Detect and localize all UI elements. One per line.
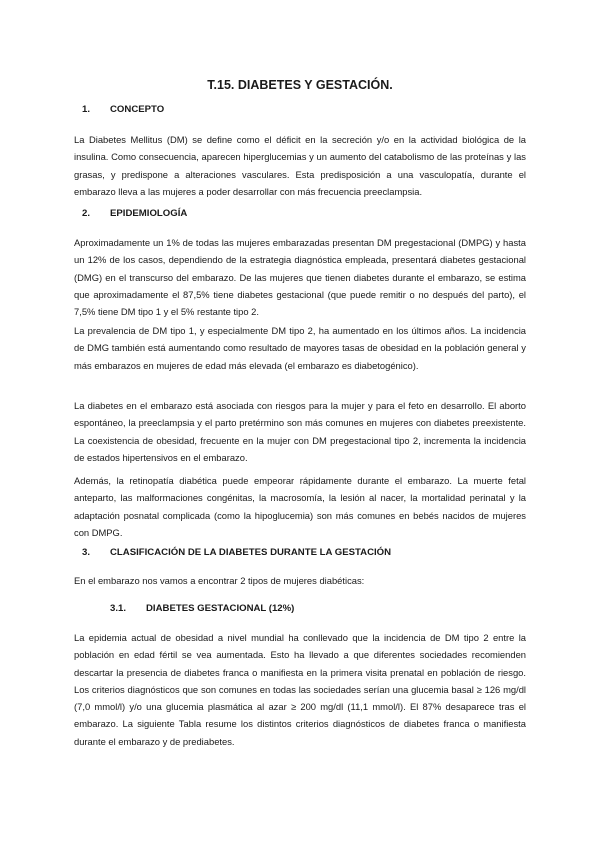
section-number: 3. xyxy=(82,547,91,558)
paragraph: La prevalencia de DM tipo 1, y especialmente DM tipo 2, ha aumentado en los últimos años. La incidencia de DMG también está aumentando como resultado de mayores tasas de obesidad en la población general y más embarazos en mujeres de edad más elevada (el embarazo es diabetogénico). xyxy=(74,325,526,371)
subsection-heading-diabetes-gestacional xyxy=(110,603,294,614)
document-title: T.15. DIABETES Y GESTACIÓN. xyxy=(207,78,393,92)
subsection-number: 3.1. xyxy=(110,603,127,614)
section-title: CLASIFICACIÓN DE LA DIABETES DURANTE LA GESTACIÓN xyxy=(110,547,392,558)
paragraph: Además, la retinopatía diabética puede empeorar rápidamente durante el embarazo. La muerte fetal anteparto, las malformaciones congénitas, la macrosomía, la lesión al nacer, la mortalidad perinatal y la adaptación posnatal complicada (como la hipoglucemia) son más comunes en bebés nacidos de mujeres con DMPG. xyxy=(74,475,526,538)
section-heading-epidemiologia xyxy=(82,208,187,219)
paragraph: La epidemia actual de obesidad a nivel mundial ha conllevado que la incidencia de DM tipo 2 entre la población en edad fértil se vea aumentada. Esto ha llevado a que diferentes sociedades recomienden descartar la presencia de diabetes franca o manifiesta en la primera visita prenatal en población de riesgo. Los criterios diagnósticos que son comunes en todas las sociedades serían una glucemia basal ≥ 126 mg/dl (7,0 mmol/l) y/o una glucemia plasmática al azar ≥ 200 mg/dl (11,1 mmol/l). El 87% desaparece tras el embarazo. La siguiente Tabla resume los distintos criterios diagnósticos de diabetes franca o manifiesta durante el embarazo y de prediabetes. xyxy=(74,632,526,747)
section-heading-clasificacion xyxy=(82,547,391,558)
section-title: EPIDEMIOLOGÍA xyxy=(110,208,188,219)
section-number: 2. xyxy=(82,208,91,219)
section-title: CONCEPTO xyxy=(110,104,165,115)
paragraph: La diabetes en el embarazo está asociada con riesgos para la mujer y para el feto en desarrollo. El aborto espontáneo, la preeclampsia y el parto pretérmino son más comunes en mujeres con diabetes preexistente. La coexistencia de obesidad, frecuente en la mujer con DM pregestacional tipo 2, incrementa la incidencia de estados hipertensivos en el embarazo. xyxy=(74,400,526,463)
section-heading-concepto xyxy=(82,104,164,115)
subsection-title: DIABETES GESTACIONAL (12%) xyxy=(146,603,295,614)
section-number: 1. xyxy=(82,104,91,115)
paragraph: Aproximadamente un 1% de todas las mujeres embarazadas presentan DM pregestacional (DMPG) y hasta un 12% de los casos, dependiendo de la estrategia diagnóstica empleada, presentará diabetes gestacional (DMG) en el transcurso del embarazo. De las mujeres que tienen diabetes durante el embarazo, se estima que aproximadamente el 87,5% tiene diabetes gestacional (que puede remitir o no después del parto), el 7,5% tiene DM tipo 1 y el 5% restante tipo 2. xyxy=(74,237,526,318)
paragraph: La Diabetes Mellitus (DM) se define como el déficit en la secreción y/o en la actividad biológica de la insulina. Como consecuencia, aparecen hiperglucemias y un aumento del catabolismo de las proteínas y las grasas, y predispone a alteraciones vasculares. Esta predisposición a una vasculopatía, durante el embarazo lleva a las mujeres a poder desarrollar con más frecuencia preeclampsia. xyxy=(74,134,526,197)
paragraph: En el embarazo nos vamos a encontrar 2 tipos de mujeres diabéticas: xyxy=(74,575,365,586)
